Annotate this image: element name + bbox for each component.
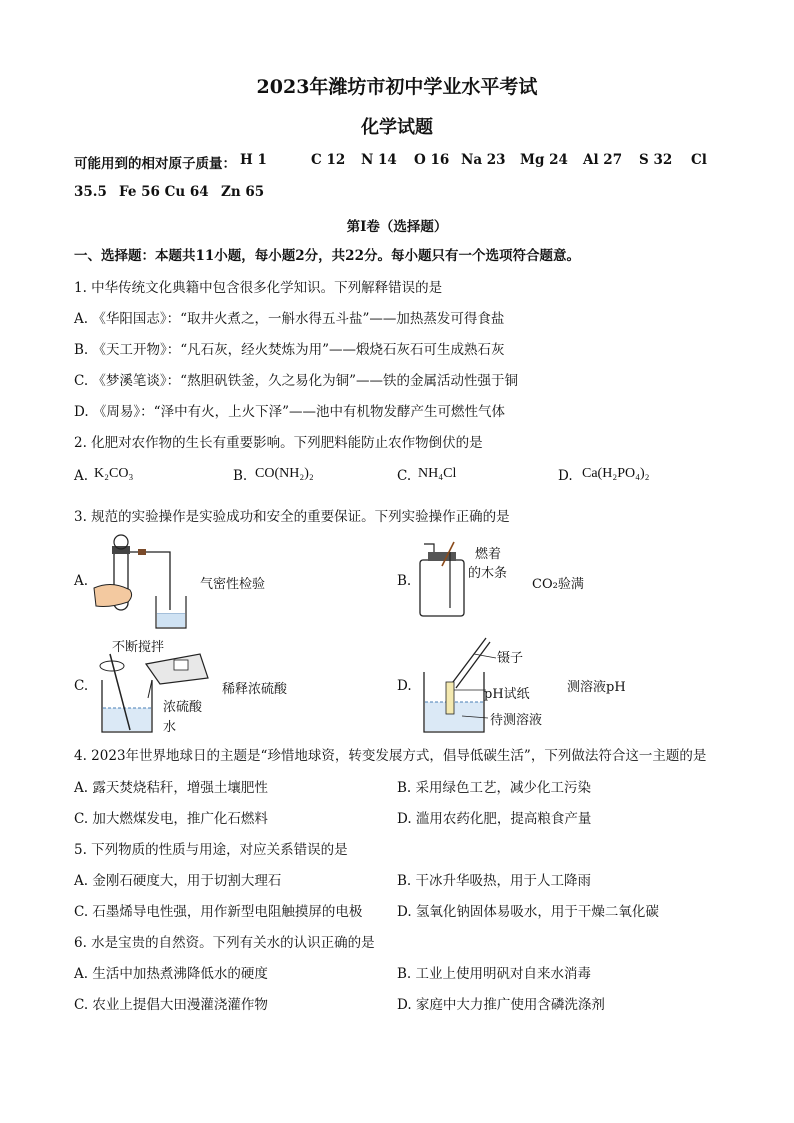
q3-option-d-letter: D. [397,678,412,694]
q3-b-label-1: 燃着 [475,547,502,562]
q3-option-d-caption: 测溶液pH [567,680,626,695]
q3-d-label-tweezers: 镊子 [497,651,524,666]
q4-option-b: B. 采用绿色工艺，减少化工污染 [397,780,592,796]
q3-c-label-acid: 浓硫酸 [163,700,203,715]
q2-option-c-letter: C. [397,468,412,484]
q3-option-b-caption: CO₂验满 [532,577,584,592]
q3-option-a-caption: 气密性检验 [200,577,266,592]
q3-stem: 3. 规范的实验操作是实验成功和安全的重要保证。下列实验操作正确的是 [74,509,510,525]
q3-d-label-solution: 待测溶液 [490,713,543,728]
atomic-mass-cl-value: 35.5 [74,184,107,200]
exam-subtitle: 化学试题 [361,117,433,138]
q4-option-a: A. 露天焚烧秸秆，增强土壤肥性 [74,780,268,796]
q4-option-d: D. 滥用农药化肥，提高粮食产量 [397,811,592,827]
q4-option-c: C. 加大燃煤发电，推广化石燃料 [74,811,268,827]
q3-c-label-water: 水 [163,720,177,735]
atomic-mass-na: Na 23 [461,152,506,168]
q1-option-c: C. 《梦溪笔谈》：“熬胆矾铁釜，久之易化为铜”——铁的金属活动性强于铜 [74,373,518,389]
atomic-mass-fe-cu: Fe 56 Cu 64 [119,184,209,200]
exam-title: 2023年潍坊市初中学业水平考试 [256,76,538,98]
atomic-mass-c: C 12 [311,152,346,168]
q1-option-b: B. 《天工开物》：“凡石灰，经火焚炼为用”——煅烧石灰石可生成熟石灰 [74,342,505,358]
q3-option-a-letter: A. [74,573,89,589]
q2-stem: 2. 化肥对农作物的生长有重要影响。下列肥料能防止农作物倒伏的是 [74,435,483,451]
q3-c-label-stir: 不断搅拌 [112,640,165,655]
atomic-mass-s: S 32 [639,152,673,168]
atomic-mass-n: N 14 [361,152,397,168]
q3-b-label-2: 的木条 [468,566,508,581]
atomic-mass-zn: Zn 65 [221,184,265,200]
q5-stem: 5. 下列物质的性质与用途，对应关系错误的是 [74,842,348,858]
q2-option-b-formula: CO(NH₂)₂ [255,466,314,481]
atomic-mass-h: H 1 [240,152,267,168]
q4-stem: 4. 2023年世界地球日的主题是“珍惜地球资，转变发展方式，倡导低碳生活”，下列做法符合这一主题的是 [74,748,707,764]
q3-option-b-letter: B. [397,573,412,589]
q6-option-c: C. 农业上提倡大田漫灌浇灌作物 [74,997,268,1013]
q5-option-d: D. 氢氧化钠固体易吸水，用于干燥二氧化碳 [397,904,659,920]
atomic-mass-mg: Mg 24 [520,152,568,168]
q2-option-c-formula: NH₄Cl [418,466,457,481]
atomic-mass-o: O 16 [414,152,450,168]
q6-option-a: A. 生活中加热煮沸降低水的硬度 [74,966,268,982]
q1-option-a: A. 《华阳国志》：“取井火煮之，一斛水得五斗盐”——加热蒸发可得食盐 [74,311,505,327]
q2-option-b-letter: B. [233,468,248,484]
q2-option-d-letter: D. [558,468,573,484]
dilute-acid-diagram [90,652,215,736]
q6-option-b: B. 工业上使用明矾对自来水消毒 [397,966,592,982]
q2-option-d-formula: Ca(H₂PO₄)₂ [582,466,650,481]
q2-option-a-formula: K₂CO₃ [94,466,134,481]
atomic-mass-label: 可能用到的相对原子质量： [74,156,236,172]
atomic-mass-cl: Cl [691,152,707,168]
q1-stem: 1. 中华传统文化典籍中包含很多化学知识。下列解释错误的是 [74,280,443,296]
q1-option-d: D. 《周易》：“泽中有火，上火下泽”——池中有机物发酵产生可燃性气体 [74,404,505,420]
co2-check-diagram [412,540,472,620]
section-heading: 一、选择题：本题共11小题，每小题2分，共22分。每小题只有一个选项符合题意。 [74,248,580,264]
q3-option-c-caption: 稀释浓硫酸 [222,682,288,697]
airtightness-check-diagram [90,530,200,632]
q3-d-label-paper: pH试纸 [484,687,530,702]
q3-option-c-letter: C. [74,678,89,694]
q6-option-d: D. 家庭中大力推广使用含磷洗涤剂 [397,997,605,1013]
q5-option-a: A. 金刚石硬度大，用于切割大理石 [74,873,282,889]
q6-stem: 6. 水是宝贵的自然资。下列有关水的认识正确的是 [74,935,375,951]
atomic-mass-al: Al 27 [583,152,623,168]
q5-option-c: C. 石墨烯导电性强，用作新型电阻触摸屏的电极 [74,904,363,920]
q5-option-b: B. 干冰升华吸热，用于人工降雨 [397,873,592,889]
q2-option-a-letter: A. [74,468,89,484]
volume-title: 第Ⅰ卷（选择题） [346,219,448,235]
